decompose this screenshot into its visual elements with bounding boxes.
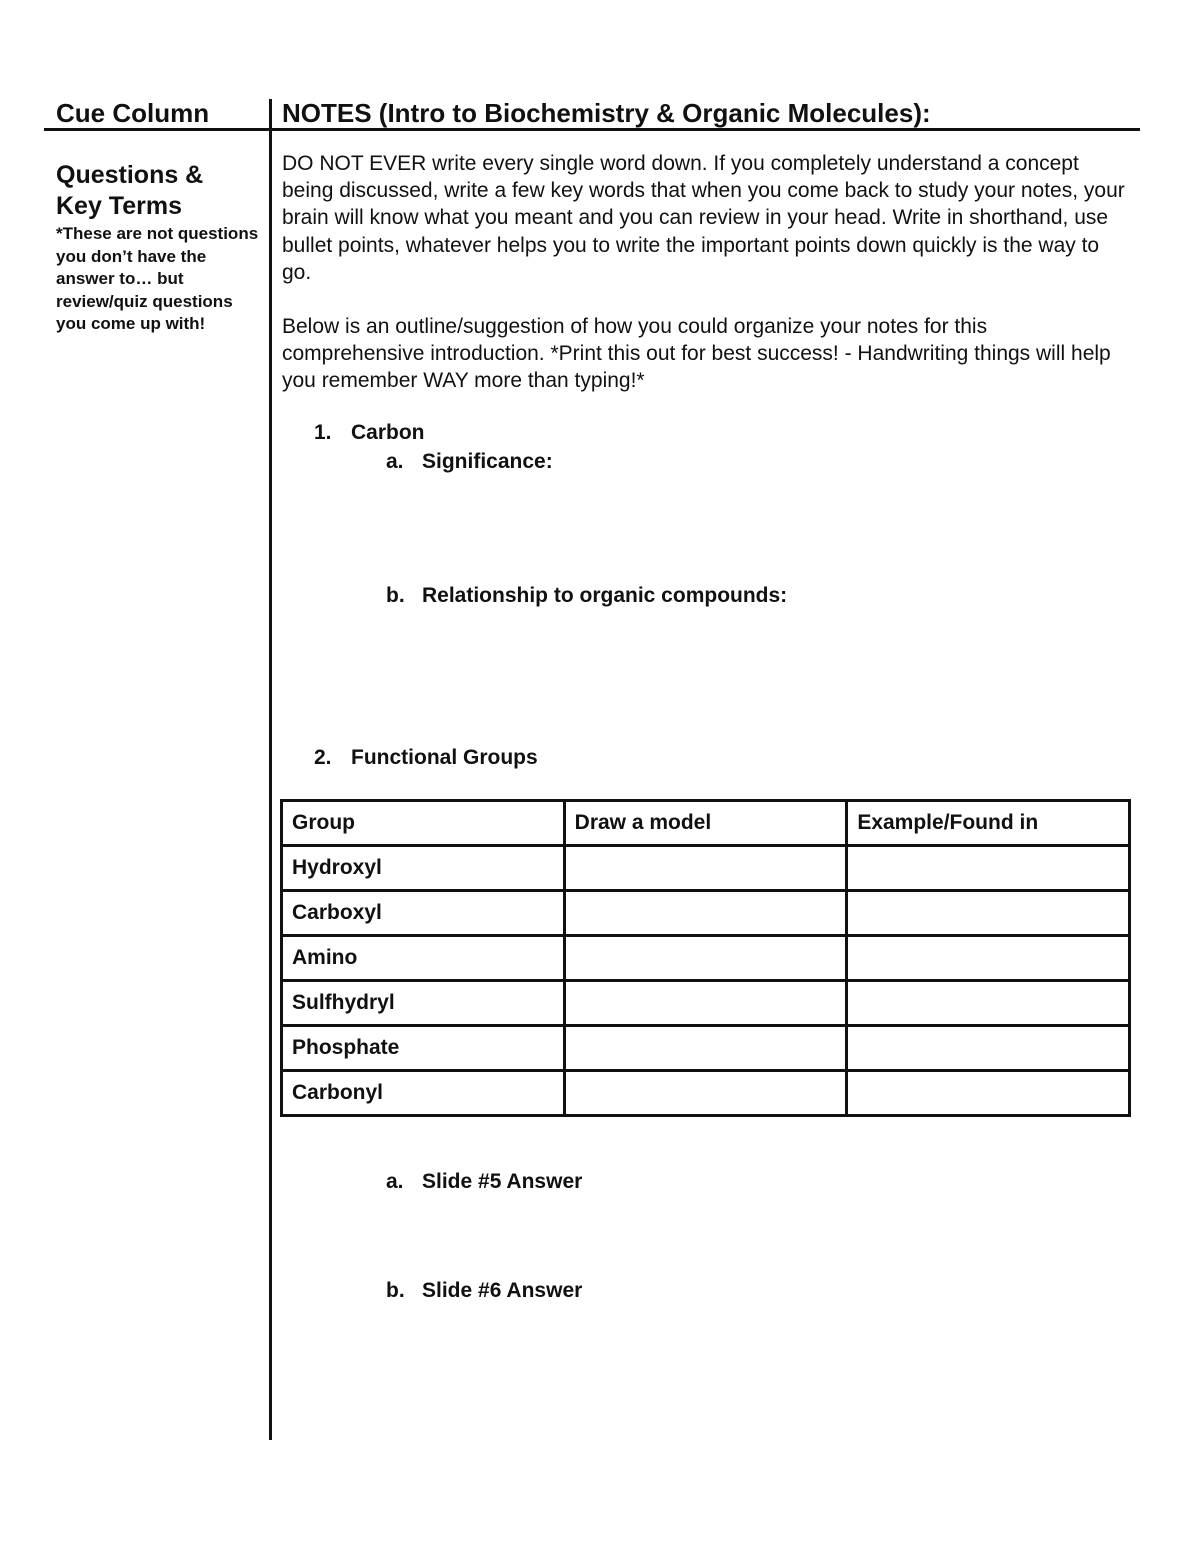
table-row xyxy=(282,981,1130,1026)
outline-number: b. xyxy=(386,1279,405,1302)
table-row xyxy=(282,846,1130,891)
table-header-row xyxy=(282,801,1130,846)
draw-model-cell xyxy=(564,891,847,936)
table-row xyxy=(282,936,1130,981)
draw-model-cell xyxy=(564,981,847,1026)
outline-label: Significance: xyxy=(422,450,553,473)
group-name-cell: Amino xyxy=(282,936,565,981)
group-name-cell: Carboxyl xyxy=(282,891,565,936)
example-cell xyxy=(847,936,1130,981)
notes-heading: NOTES (Intro to Biochemistry & Organic Molecules): xyxy=(282,98,931,128)
outline-label: Slide #6 Answer xyxy=(422,1279,583,1302)
outline-number: a. xyxy=(386,1170,404,1193)
notes-paragraph-2: Below is an outline/suggestion of how you could organize your notes for this comprehensive introduction. *Print this out for best success! - Handwriting things will help you remember WAY more than typing!* xyxy=(282,315,1111,393)
outline-number: a. xyxy=(386,450,404,473)
outline-number: 2. xyxy=(314,746,332,769)
cue-subtitle xyxy=(56,160,256,222)
cue-column-heading: Cue Column xyxy=(56,98,210,128)
draw-model-cell xyxy=(564,1071,847,1116)
table-header-cell: Draw a model xyxy=(564,801,847,846)
outline-item-slide6 xyxy=(386,1279,583,1303)
group-name-cell: Phosphate xyxy=(282,1026,565,1071)
outline-item-slide5 xyxy=(386,1170,583,1194)
outline-label: Relationship to organic compounds: xyxy=(422,584,788,607)
example-cell xyxy=(847,1071,1130,1116)
outline-number: 1. xyxy=(314,421,332,444)
table-header-cell: Group xyxy=(282,801,565,846)
cue-subtitle-line2: Key Terms xyxy=(56,192,182,220)
example-cell xyxy=(847,846,1130,891)
functional-groups-table xyxy=(280,799,1131,1117)
outline-label: Carbon xyxy=(351,421,425,444)
header-divider xyxy=(44,128,1140,131)
column-divider xyxy=(269,99,272,1440)
group-name-cell: Sulfhydryl xyxy=(282,981,565,1026)
example-cell xyxy=(847,1026,1130,1071)
table-row xyxy=(282,1026,1130,1071)
cue-instructions: *These are not questions you don’t have the answer to… but review/quiz questions you come up with! xyxy=(56,224,259,334)
draw-model-cell xyxy=(564,1026,847,1071)
outline-item-carbon xyxy=(314,421,425,445)
outline-item-relationship xyxy=(386,584,788,608)
draw-model-cell xyxy=(564,936,847,981)
outline-number: b. xyxy=(386,584,405,607)
outline-item-functional-groups xyxy=(314,746,538,770)
outline-label: Functional Groups xyxy=(351,746,538,769)
table-row xyxy=(282,891,1130,936)
draw-model-cell xyxy=(564,846,847,891)
group-name-cell: Hydroxyl xyxy=(282,846,565,891)
table-row xyxy=(282,1071,1130,1116)
notes-paragraph-1: DO NOT EVER write every single word down. If you completely understand a concept being discussed, write a few key words that when you come back to study your notes, your brain will know what you meant and you can review in your head. Write in shorthand, use bullet points, whatever helps you to write the important points down quickly is the way to go. xyxy=(282,152,1125,284)
example-cell xyxy=(847,891,1130,936)
table-header-cell: Example/Found in xyxy=(847,801,1130,846)
cue-subtitle-line1: Questions & xyxy=(56,161,204,189)
example-cell xyxy=(847,981,1130,1026)
outline-label: Slide #5 Answer xyxy=(422,1170,583,1193)
outline-item-significance xyxy=(386,450,553,474)
group-name-cell: Carbonyl xyxy=(282,1071,565,1116)
